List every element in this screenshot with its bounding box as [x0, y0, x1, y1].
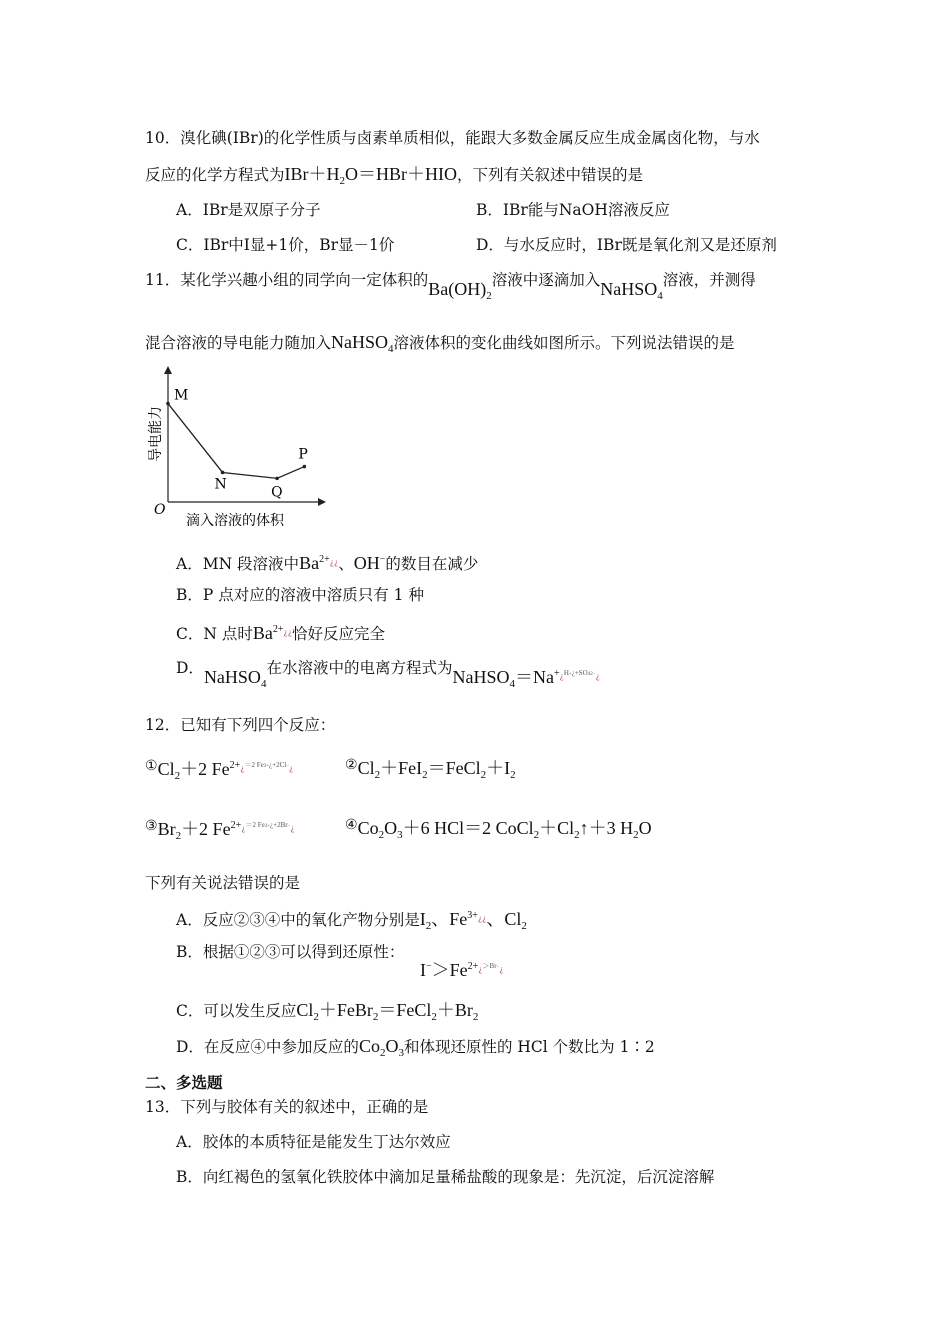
- q12-ask: 下列有关说法错误的是: [145, 874, 301, 892]
- formula-nahso4-3: NaHSO$_4$: [203, 667, 267, 690]
- origin-label: O: [154, 502, 166, 518]
- ion-oh: OH−: [353, 553, 386, 573]
- q12-b-order: [420, 956, 504, 981]
- point-n: [221, 471, 225, 475]
- q10-stem-tail: ，下列有关叙述中错误的是: [457, 166, 644, 184]
- point-q: [275, 477, 279, 481]
- q10-option-d[interactable]: D．与水反应时，IBr既是氧化剂又是还原剂: [476, 236, 777, 254]
- q10-stem-line1: 10．溴化碘(IBr)的化学性质与卤素单质相似，能跟大多数金属反应生成金属卤化物，与水: [145, 129, 760, 147]
- point-label-q: Q: [271, 484, 283, 501]
- section-heading: 二、多选题: [145, 1073, 223, 1092]
- formula-co2o3: $Co_2O_3$: [358, 1036, 404, 1059]
- q10-option-a[interactable]: A．IBr是双原子分子: [176, 201, 321, 219]
- point-p: [303, 465, 307, 469]
- q11-option-a[interactable]: [176, 550, 478, 574]
- reaction-3-number: ③: [145, 818, 158, 834]
- formula-baoh2: $Ba(OH)_2$: [428, 279, 492, 302]
- reaction-4: [345, 815, 652, 845]
- q10-stem-line2: [145, 164, 643, 191]
- point-label-n: N: [214, 476, 227, 493]
- q11-stem-c: 溶液，并测得: [662, 271, 756, 289]
- q11-stem-d: 混合溶液的导电能力随加入: [145, 334, 332, 352]
- reaction-1-equation: $Cl_2+2$ $Fe^{2+¿=2 Fe3+¿+2Cl-¿}$: [157, 759, 294, 782]
- q11-option-b[interactable]: B．P 点对应的溶液中溶质只有 1 种: [176, 586, 424, 604]
- reaction-2-number: ②: [345, 757, 358, 773]
- conductivity-chart: [140, 362, 340, 534]
- q10-equation: $IBr+H_2O=HBr+HIO$: [284, 164, 458, 187]
- q11-d-pre: D．: [176, 659, 204, 677]
- y-axis-arrow: [164, 366, 172, 374]
- q11-stem-a: 11．某化学兴趣小组的同学向一定体积的: [145, 271, 429, 289]
- q11-c-pre: C．N 点时: [176, 625, 253, 643]
- q12-option-c[interactable]: [176, 1000, 478, 1027]
- q12-c-equation: $Cl_2+FeBr_2=FeCl_2+Br_2$: [296, 1000, 479, 1023]
- reaction-4-equation: $Co_2O_3+6$ HCl＝2 $CoCl_2+Cl_2↑+3$ $H_2O$: [357, 818, 652, 841]
- q12-d-pre: D．在反应④中参加反应的: [176, 1038, 359, 1056]
- q13-stem: 13．下列与胶体有关的叙述中，正确的是: [145, 1098, 429, 1116]
- reaction-2-equation: $Cl_2+FeI_2=FeCl_2+I_2$: [357, 758, 516, 781]
- q12-c-pre: C．可以发生反应: [176, 1002, 297, 1020]
- q11-c-post: 恰好反应完全: [292, 625, 386, 643]
- reaction-4-number: ④: [345, 817, 358, 833]
- formula-nahso4-2: NaHSO$_4$: [331, 332, 394, 355]
- q12-b-pre: B．根据①②③可以得到还原性：: [176, 943, 405, 961]
- reaction-1-number: ①: [145, 758, 158, 774]
- q11-stem-line2: [145, 332, 735, 359]
- q12-option-d[interactable]: [176, 1036, 655, 1063]
- point-label-p: P: [298, 446, 308, 463]
- q11-option-d[interactable]: [176, 658, 600, 694]
- q11-a-post: 的数目在减少: [385, 555, 479, 573]
- formula-nahso4: NaHSO$_4$: [600, 279, 663, 302]
- q11-a-pre: A．MN 段溶液中: [176, 555, 300, 573]
- x-axis-label: 滴入溶液的体积: [186, 513, 284, 529]
- q10-option-b[interactable]: B．IBr能与NaOH溶液反应: [476, 201, 670, 219]
- q12-a-pre: A．反应②③④中的氧化产物分别是: [176, 911, 420, 929]
- q11-d-mid: 在水溶液中的电离方程式为: [266, 659, 453, 677]
- reaction-1: [145, 755, 293, 786]
- q11-option-c[interactable]: [176, 620, 385, 644]
- ionization-equation: $NaHSO_4=Na^{+¿H+¿+SO42-¿}$: [452, 667, 600, 690]
- q11-stem-e: 溶液体积的变化曲线如图所示。下列说法错误的是: [393, 334, 735, 352]
- q13-option-b[interactable]: B．向红褐色的氢氧化铁胶体中滴加足量稀盐酸的现象是：先沉淀，后沉淀溶解: [176, 1168, 715, 1186]
- q12-option-a[interactable]: [176, 906, 527, 936]
- q12-d-post: 和体现还原性的 HCl 个数比为 1∶2: [403, 1038, 655, 1056]
- q12-option-b[interactable]: [176, 942, 404, 962]
- y-axis-label: 导电能力: [148, 406, 164, 462]
- reaction-3-equation: $Br_2+2$ $Fe^{2+¿=2 Fe3+¿+2Br-¿}$: [157, 819, 295, 842]
- q10-option-c[interactable]: C．IBr中I显+1价，Br显－1价: [176, 236, 395, 254]
- q11-stem-b: 溶液中逐滴加入: [491, 271, 601, 289]
- point-m: [166, 402, 170, 406]
- q10-stem-text: 反应的化学方程式为: [145, 166, 285, 184]
- q13-option-a[interactable]: A．胶体的本质特征是能发生丁达尔效应: [176, 1133, 451, 1151]
- ion-ba: $Ba^{2+¿¿}$: [299, 553, 339, 573]
- q12-stem: 12．已知有下列四个反应：: [145, 716, 336, 734]
- q11-stem-line1: [145, 270, 756, 306]
- reducibility-order: $I^->Fe^{2+¿>Br-¿}$: [420, 960, 504, 980]
- ion-ba-2: $Ba^{2+¿¿}$: [252, 623, 292, 643]
- reaction-3: [145, 815, 295, 846]
- q11-a-mid: 、: [338, 555, 354, 573]
- point-label-m: M: [174, 387, 189, 404]
- x-axis-arrow: [318, 498, 326, 506]
- reaction-2: [345, 755, 516, 785]
- q12-a-products: $I_2$、$Fe^{3+¿¿}$、$Cl_2$: [419, 909, 527, 932]
- conductivity-curve: [168, 404, 304, 479]
